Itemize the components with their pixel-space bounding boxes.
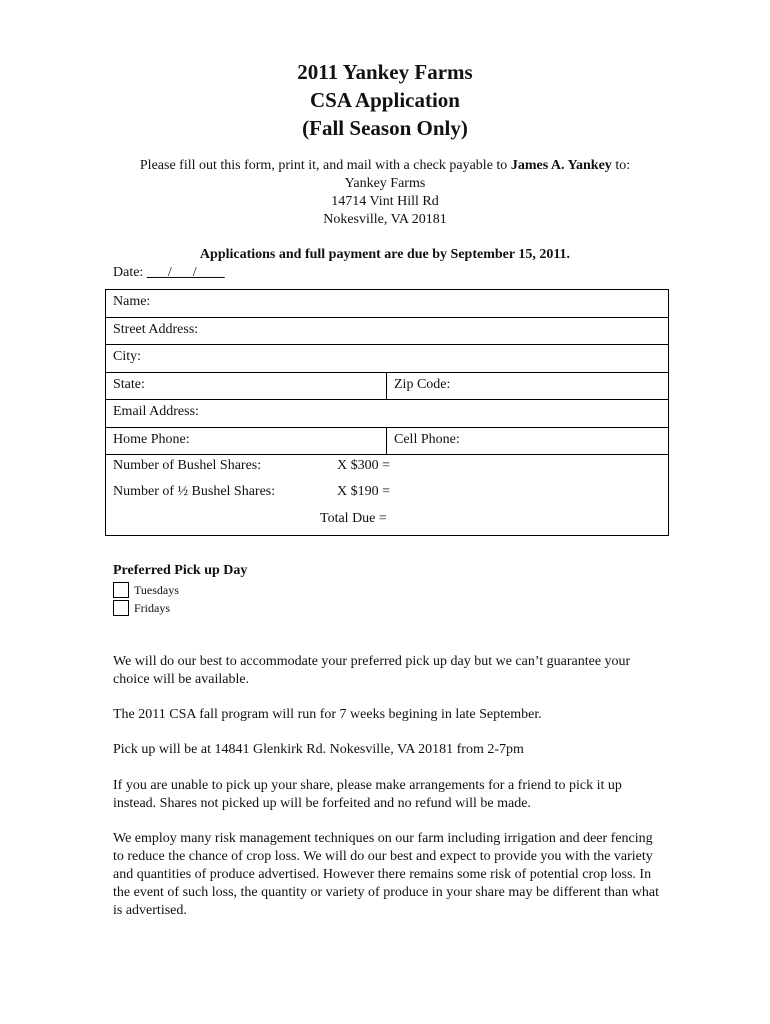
date-blank[interactable]: ___/___/____ <box>146 265 225 280</box>
total-due-label: Total Due = <box>320 511 387 526</box>
application-form-table <box>105 289 669 536</box>
cell-phone-label: Cell Phone: <box>394 432 460 447</box>
fridays-checkbox[interactable] <box>113 600 129 616</box>
fridays-label: Fridays <box>134 600 170 615</box>
state-zip-row[interactable] <box>106 373 668 400</box>
page-title-line-3: (Fall Season Only) <box>302 116 468 140</box>
mail-address-line-1: Yankey Farms <box>344 176 426 191</box>
state-label: State: <box>113 377 145 392</box>
instructions-text: Please fill out this form, print it, and mail with a check payable to <box>139 158 511 173</box>
pickup-guarantee-paragraph: We will do our best to accommodate your preferred pick up day but we can’t guarantee your choice will be available. <box>113 654 631 687</box>
page-title-line-2: CSA Application <box>310 88 460 112</box>
pickup-day-heading: Preferred Pick up Day <box>113 563 248 578</box>
name-row[interactable] <box>106 290 668 318</box>
payee-name: James A. Yankey <box>510 158 612 173</box>
bushel-price: X $300 = <box>337 458 391 473</box>
city-label: City: <box>113 349 142 364</box>
pickup-option-fridays[interactable] <box>113 599 170 616</box>
page-title-line-1: 2011 Yankey Farms <box>297 60 473 84</box>
due-notice: Applications and full payment are due by September 15, 2011. <box>199 247 571 262</box>
phone-row[interactable] <box>106 428 668 455</box>
home-phone-label: Home Phone: <box>113 432 190 447</box>
email-row[interactable] <box>106 400 668 428</box>
mail-address-line-2: 14714 Vint Hill Rd <box>331 194 439 209</box>
zip-code-label: Zip Code: <box>394 377 451 392</box>
risk-management-paragraph: We employ many risk management techniques on our farm including irrigation and deer fencing to reduce the chance of crop loss. We will do our best and expect to provide you with the variety and quantities of produce advertised. However there remains some risk of potential crop loss. In the event of such loss, the quantity or variety of produce in your share may be different than what is advertised. <box>113 831 659 918</box>
tuesdays-checkbox[interactable] <box>113 582 129 598</box>
half-bushel-price: X $190 = <box>337 484 391 499</box>
half-bushel-shares-label: Number of ½ Bushel Shares: <box>113 484 276 499</box>
mail-address-line-3: Nokesville, VA 20181 <box>323 212 447 227</box>
missed-pickup-paragraph: If you are unable to pick up your share, please make arrangements for a friend to pick it up instead. Shares not picked up will be forfeited and no refund will be made. <box>113 778 622 811</box>
program-duration-paragraph: The 2011 CSA fall program will run for 7 weeks begining in late September. <box>113 707 542 722</box>
phone-divider <box>386 428 387 455</box>
city-row[interactable] <box>106 345 668 373</box>
street-address-label: Street Address: <box>113 322 199 337</box>
email-label: Email Address: <box>113 404 199 419</box>
instructions-line <box>0 157 770 175</box>
street-address-row[interactable] <box>106 318 668 345</box>
pickup-option-tuesdays[interactable] <box>113 581 179 598</box>
name-label: Name: <box>113 294 151 309</box>
bushel-shares-label: Number of Bushel Shares: <box>113 458 262 473</box>
pickup-location-paragraph: Pick up will be at 14841 Glenkirk Rd. Nokesville, VA 20181 from 2-7pm <box>113 742 524 757</box>
state-zip-divider <box>386 373 387 400</box>
tuesdays-label: Tuesdays <box>134 582 179 597</box>
date-field[interactable] <box>113 264 225 282</box>
date-label: Date: <box>113 265 147 280</box>
instructions-suffix: to: <box>611 158 631 173</box>
